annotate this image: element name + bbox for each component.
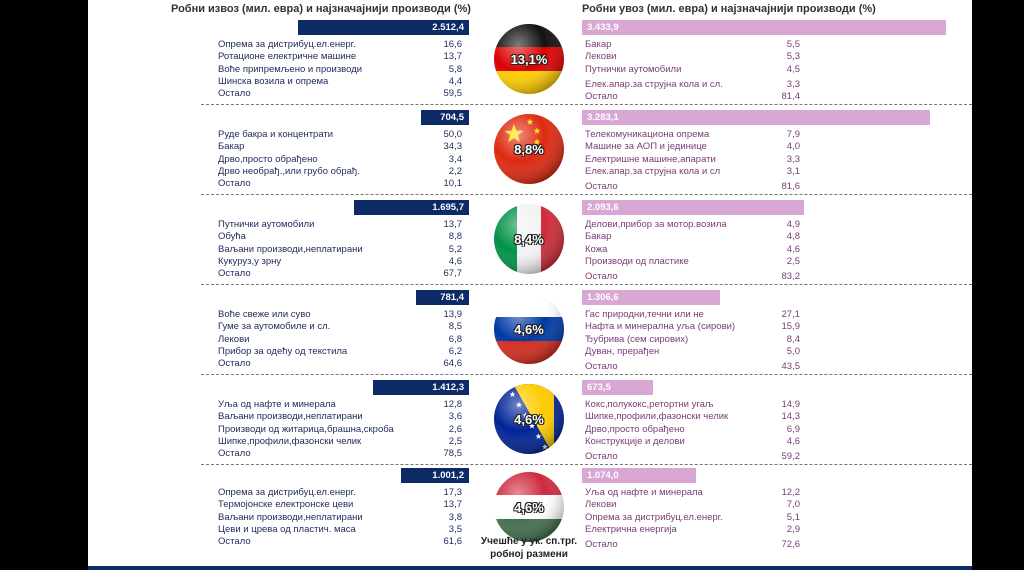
export-total-bar: 704,5: [421, 110, 469, 125]
export-item-row: [218, 524, 462, 536]
import-item-value: 5,5: [786, 39, 800, 50]
import-item-value: 8,4: [786, 333, 800, 345]
import-item-row: [585, 361, 800, 373]
import-item-row: [585, 64, 800, 76]
import-total-bar: 1.306,6: [582, 290, 720, 305]
import-item-value: 5,1: [786, 511, 800, 523]
import-item-row: [585, 79, 800, 91]
section-divider: [201, 464, 972, 465]
export-item-value: 4,4: [448, 75, 462, 87]
export-item-value: 59,5: [443, 88, 462, 100]
import-item-value: 81,6: [781, 181, 800, 193]
import-item-value: 4,0: [786, 141, 800, 153]
export-item-label: Ваљани производи,неплатирани: [218, 411, 363, 423]
import-item-value: 3,1: [786, 165, 800, 177]
import-item-value: 72,6: [781, 539, 800, 551]
import-item-value: 6,9: [786, 423, 800, 435]
import-item-label: Гас природни,течни или не: [585, 309, 704, 320]
import-item-value: 3,3: [786, 78, 800, 90]
import-total-bar: 3.433,9: [582, 20, 946, 35]
export-item-label: Остало: [218, 88, 251, 100]
export-item-value: 12,8: [443, 399, 462, 410]
export-item-label: Воће припремљено и производи: [218, 63, 363, 75]
export-item-label: Остало: [218, 448, 251, 460]
export-item-row: [218, 487, 462, 499]
import-item-label: Остало: [585, 451, 618, 463]
export-item-row: [218, 166, 462, 178]
import-item-row: [585, 512, 800, 524]
export-total-bar: 1.695,7: [354, 200, 469, 215]
export-item-row: [218, 436, 462, 448]
export-item-row: [218, 346, 462, 358]
export-item-row: [218, 76, 462, 88]
export-item-label: Руде бакра и концентрати: [218, 129, 334, 140]
import-item-label: Делови,прибор за мотор.возила: [585, 219, 727, 230]
section-divider: [201, 104, 972, 105]
trade-chart-page: [88, 0, 972, 570]
export-item-row: [218, 448, 462, 460]
import-item-label: Конструкције и делови: [585, 435, 685, 447]
export-item-value: 67,7: [443, 268, 462, 280]
section-divider: [201, 284, 972, 285]
import-item-row: [585, 487, 800, 499]
export-item-value: 5,2: [448, 243, 462, 255]
import-item-row: [585, 451, 800, 463]
import-item-row: [585, 334, 800, 346]
import-item-row: [585, 539, 800, 551]
import-item-label: Путнички аутомобили: [585, 63, 682, 75]
import-item-row: [585, 346, 800, 358]
export-item-value: 78,5: [443, 448, 462, 460]
export-item-label: Опрема за дистрибуц.ел.енерг.: [218, 487, 356, 498]
export-item-row: [218, 309, 462, 321]
export-item-value: 4,6: [448, 255, 462, 267]
export-item-value: 5,8: [448, 63, 462, 75]
export-item-value: 2,2: [448, 165, 462, 177]
export-item-value: 6,8: [448, 333, 462, 345]
export-item-row: [218, 88, 462, 100]
import-item-row: [585, 271, 800, 283]
import-item-value: 43,5: [781, 361, 800, 373]
import-item-label: Нафта и минерална уља (сирови): [585, 321, 736, 333]
share-percent: 8,8%: [514, 142, 544, 157]
import-item-value: 27,1: [781, 309, 800, 320]
export-item-label: Бакар: [218, 141, 245, 153]
import-item-value: 5,3: [786, 51, 800, 63]
import-item-label: Ђубрива (сем сирових): [585, 333, 689, 345]
import-item-value: 81,4: [781, 91, 800, 103]
import-item-label: Остало: [585, 91, 618, 103]
export-item-label: Ваљани производи,неплатирани: [218, 511, 363, 523]
export-item-label: Остало: [218, 178, 251, 190]
export-item-label: Производи од житарица,брашна,скроба: [218, 423, 394, 435]
export-item-value: 10,1: [443, 178, 462, 190]
export-item-row: [218, 256, 462, 268]
import-item-value: 15,9: [781, 321, 800, 333]
share-caption-line2: робној размени: [490, 549, 568, 560]
import-item-row: [585, 51, 800, 63]
export-item-row: [218, 154, 462, 166]
export-item-value: 50,0: [443, 129, 462, 140]
export-item-row: [218, 141, 462, 153]
import-item-value: 4,5: [786, 63, 800, 75]
import-item-value: 4,8: [786, 231, 800, 243]
import-item-value: 12,2: [781, 487, 800, 498]
import-item-label: Остало: [585, 181, 618, 193]
export-item-label: Остало: [218, 268, 251, 280]
import-item-label: Остало: [585, 361, 618, 373]
import-item-row: [585, 231, 800, 243]
export-item-row: [218, 51, 462, 63]
import-item-value: 4,6: [786, 243, 800, 255]
import-item-label: Кокс,полукокс,ретортни угаљ: [585, 399, 714, 410]
export-header: Робни извоз (мил. евра) и најзначајнији производи (%): [171, 3, 471, 15]
import-item-label: Дуван, прерађен: [585, 345, 660, 357]
import-item-row: [585, 129, 800, 141]
section-divider: [201, 374, 972, 375]
share-percent: 4,6%: [514, 500, 544, 515]
import-item-label: Остало: [585, 539, 618, 551]
export-item-label: Гуме за аутомобиле и сл.: [218, 321, 331, 333]
import-item-row: [585, 309, 800, 321]
import-item-value: 4,9: [786, 219, 800, 230]
export-item-row: [218, 231, 462, 243]
import-item-label: Електришне машине,апарати: [585, 153, 716, 165]
import-item-value: 5,0: [786, 345, 800, 357]
import-item-label: Елек.апар.за струјна кола и сл: [585, 165, 721, 177]
export-item-label: Термојонске електронске цеви: [218, 499, 354, 511]
export-item-label: Обућа: [218, 231, 246, 243]
export-item-value: 2,6: [448, 423, 462, 435]
import-item-label: Дрво,просто обрађено: [585, 423, 685, 435]
share-caption: [464, 535, 594, 561]
export-item-row: [218, 424, 462, 436]
export-item-label: Цеви и црева од пластич. маса: [218, 523, 356, 535]
export-item-value: 64,6: [443, 358, 462, 370]
export-item-value: 13,9: [443, 309, 462, 320]
export-item-label: Лекови: [218, 333, 250, 345]
import-item-value: 14,9: [781, 399, 800, 410]
bottom-rule: [88, 566, 972, 570]
import-item-row: [585, 91, 800, 103]
import-item-row: [585, 399, 800, 411]
export-item-value: 8,5: [448, 321, 462, 333]
import-item-row: [585, 424, 800, 436]
export-item-label: Остало: [218, 358, 251, 370]
export-item-value: 16,6: [443, 39, 462, 50]
import-item-label: Кожа: [585, 243, 608, 255]
export-item-value: 2,5: [448, 435, 462, 447]
export-item-row: [218, 64, 462, 76]
import-item-value: 4,6: [786, 435, 800, 447]
export-item-row: [218, 268, 462, 280]
export-item-value: 3,4: [448, 153, 462, 165]
import-item-label: Телекомуникациона опрема: [585, 129, 710, 140]
import-item-row: [585, 321, 800, 333]
import-total-bar: 673,5: [582, 380, 653, 395]
share-percent: 13,1%: [510, 52, 548, 67]
export-item-value: 61,6: [443, 536, 462, 548]
export-item-label: Ротационе електричне машине: [218, 51, 357, 63]
import-item-label: Шипке,профили,фазонски челик: [585, 411, 729, 423]
import-item-row: [585, 141, 800, 153]
export-item-row: [218, 399, 462, 411]
export-item-value: 8,8: [448, 231, 462, 243]
export-item-label: Остало: [218, 536, 251, 548]
import-item-row: [585, 154, 800, 166]
export-item-row: [218, 411, 462, 423]
import-item-row: [585, 166, 800, 178]
export-item-label: Шипке,профили,фазонски челик: [218, 435, 362, 447]
import-item-label: Машине за АОП и јединице: [585, 141, 707, 153]
import-item-row: [585, 411, 800, 423]
import-item-label: Производи од пластике: [585, 255, 689, 267]
share-percent: 4,6%: [514, 322, 544, 337]
import-item-row: [585, 436, 800, 448]
import-item-row: [585, 219, 800, 231]
export-total-bar: 1.001,2: [401, 468, 469, 483]
import-item-row: [585, 524, 800, 536]
export-item-row: [218, 334, 462, 346]
export-item-label: Шинска возила и опрема: [218, 75, 329, 87]
share-percent: 4,6%: [514, 412, 544, 427]
export-item-value: 3,5: [448, 523, 462, 535]
export-item-row: [218, 129, 462, 141]
export-item-row: [218, 499, 462, 511]
export-item-value: 13,7: [443, 51, 462, 63]
import-item-label: Бакар: [585, 231, 612, 243]
export-item-label: Воће свеже или суво: [218, 309, 311, 320]
export-item-value: 13,7: [443, 219, 462, 230]
import-total-bar: 2.093,6: [582, 200, 804, 215]
import-item-label: Електрична енергија: [585, 523, 677, 535]
export-item-value: 34,3: [443, 141, 462, 153]
export-item-row: [218, 39, 462, 51]
import-item-label: Лекови: [585, 51, 617, 63]
import-total-bar: 1.074,0: [582, 468, 696, 483]
share-caption-line1: Учешће у ук. сп.трг.: [480, 536, 578, 547]
import-item-row: [585, 181, 800, 193]
export-total-bar: 781,4: [416, 290, 469, 305]
export-item-label: Кукуруз,у зрну: [218, 255, 282, 267]
import-item-label: Уља од нафте и минерала: [585, 487, 703, 498]
export-item-row: [218, 358, 462, 370]
import-item-label: Остало: [585, 271, 618, 283]
export-total-bar: 1.412,3: [373, 380, 469, 395]
export-item-value: 13,7: [443, 499, 462, 511]
import-item-label: Опрема за дистрибуц.ел.енерг.: [585, 511, 723, 523]
export-item-row: [218, 219, 462, 231]
export-item-label: Уља од нафте и минерала: [218, 399, 336, 410]
export-item-value: 6,2: [448, 345, 462, 357]
export-item-row: [218, 178, 462, 190]
import-item-value: 59,2: [781, 451, 800, 463]
export-item-value: 17,3: [443, 487, 462, 498]
export-item-label: Прибор за одећу од текстила: [218, 345, 348, 357]
import-item-value: 14,3: [781, 411, 800, 423]
export-item-label: Дрво,просто обрађено: [218, 153, 318, 165]
import-item-row: [585, 499, 800, 511]
export-item-value: 3,6: [448, 411, 462, 423]
export-item-value: 3,8: [448, 511, 462, 523]
import-item-row: [585, 244, 800, 256]
import-item-label: Бакар: [585, 39, 612, 50]
section-divider: [201, 194, 972, 195]
export-item-row: [218, 536, 462, 548]
import-item-value: 2,9: [786, 523, 800, 535]
export-item-row: [218, 512, 462, 524]
import-item-row: [585, 256, 800, 268]
export-item-label: Путнички аутомобили: [218, 219, 315, 230]
export-item-label: Дрво необрађ.,или грубо обрађ.: [218, 165, 360, 177]
import-item-row: [585, 39, 800, 51]
import-header: Робни увоз (мил. евра) и најзначајнији производи (%): [582, 3, 876, 15]
import-item-label: Лекови: [585, 499, 617, 511]
import-item-value: 2,5: [786, 255, 800, 267]
export-item-label: Опрема за дистрибуц.ел.енерг.: [218, 39, 356, 50]
export-total-bar: 2.512,4: [298, 20, 469, 35]
import-item-value: 3,3: [786, 153, 800, 165]
import-item-label: Елек.апар.за струјна кола и сл.: [585, 78, 723, 90]
export-item-row: [218, 244, 462, 256]
import-total-bar: 3.283,1: [582, 110, 930, 125]
export-item-row: [218, 321, 462, 333]
share-percent: 8,4%: [514, 232, 544, 247]
import-item-value: 83,2: [781, 271, 800, 283]
import-item-value: 7,9: [786, 129, 800, 140]
export-item-label: Ваљани производи,неплатирани: [218, 243, 363, 255]
import-item-value: 7,0: [786, 499, 800, 511]
